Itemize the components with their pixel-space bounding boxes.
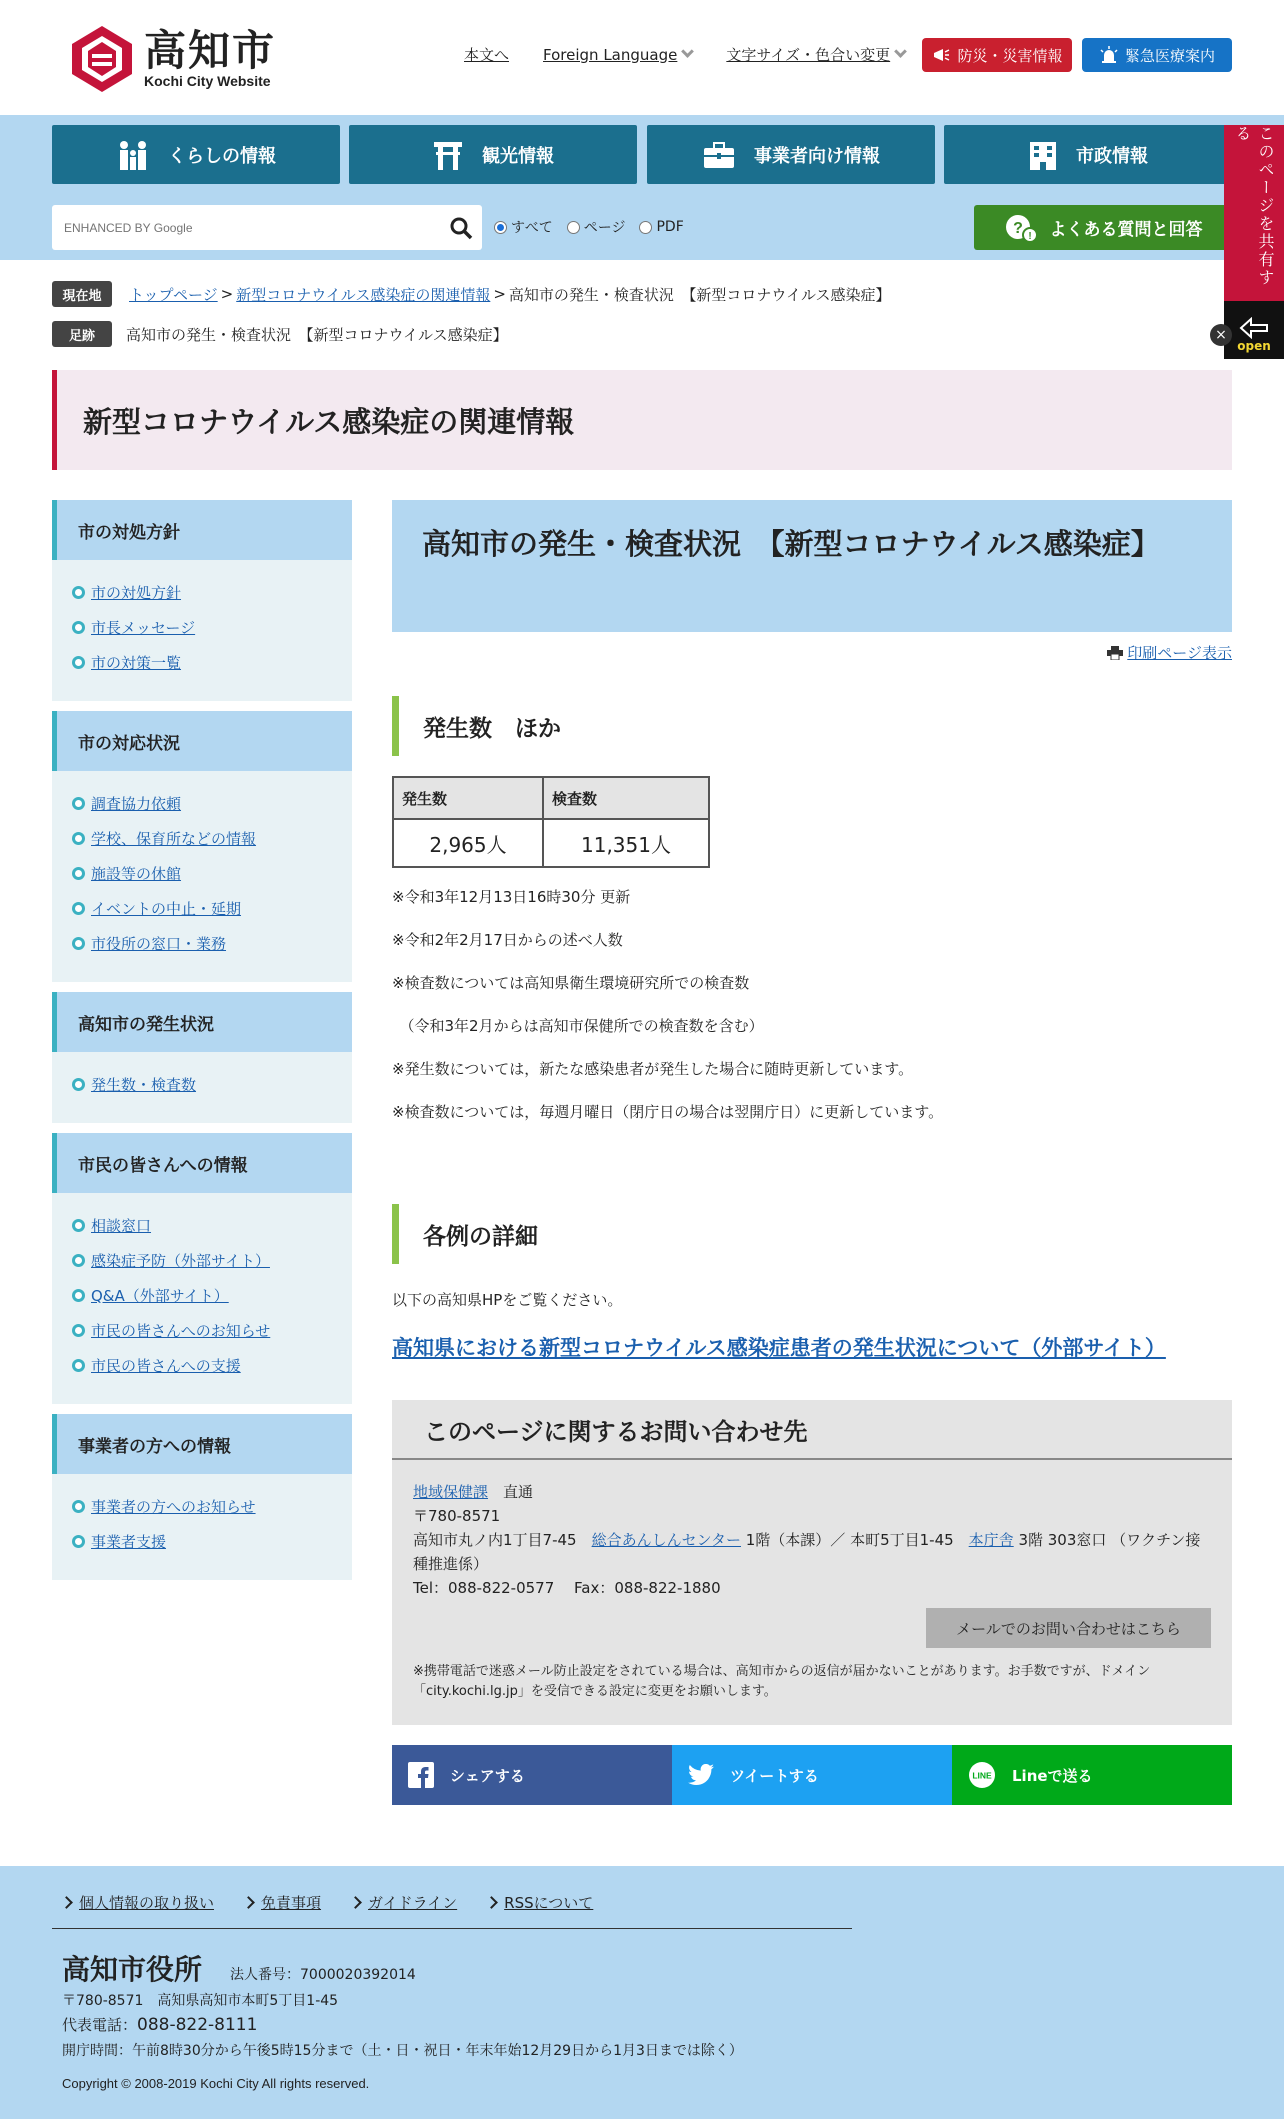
emergency-medical-button[interactable] [1082, 38, 1232, 72]
contact-address-3: 3階 303窓口 （ワクチン接種推進係） [413, 1531, 1201, 1573]
footer-link-label: RSSについて [504, 1894, 594, 1912]
breadcrumb-current: 高知市の発生・検査状況 【新型コロナウイルス感染症】 [508, 285, 891, 304]
global-nav [0, 115, 1284, 260]
sidebar-link[interactable]: 事業者の方へのお知らせ [91, 1498, 256, 1516]
line-share-label: Lineで送る [1012, 1766, 1093, 1785]
footprint-label: 足跡 [52, 321, 112, 347]
sidebar-link[interactable]: 市民の皆さんへのお知らせ [91, 1322, 271, 1340]
sidebar-section-title: 事業者の方への情報 [52, 1414, 352, 1474]
radio-all-label: すべて [511, 220, 553, 236]
logo-subtitle: Kochi City Website [144, 73, 271, 89]
twitter-icon [688, 1764, 714, 1786]
footer-link-disclaimer[interactable] [244, 1892, 321, 1913]
footer-link-label: ガイドライン [368, 1894, 458, 1912]
bullet-icon [72, 1359, 85, 1372]
radio-dot [567, 221, 580, 234]
nav-business-label: 事業者向け情報 [754, 145, 880, 167]
sidebar-item[interactable] [72, 1531, 352, 1552]
sidebar-section-title: 市民の皆さんへの情報 [52, 1133, 352, 1193]
footer-corp-number: 法人番号：7000020392014 [230, 1967, 416, 1983]
bullet-icon [72, 1078, 85, 1091]
bullet-icon [72, 867, 85, 880]
breadcrumb-label: 現在地 [52, 281, 112, 307]
chevron-right-icon [242, 1896, 255, 1909]
open-label: open [1237, 339, 1271, 353]
bullet-icon [72, 1254, 85, 1267]
print-view-link[interactable] [1107, 642, 1232, 663]
close-icon[interactable]: × [1210, 324, 1232, 346]
sidebar-item[interactable] [72, 1320, 352, 1341]
site-logo[interactable] [70, 24, 276, 94]
footer-hours: 開庁時間：午前8時30分から午後5時15分まで（土・日・祝日・年末年始12月29日から1月3日までは除く） [62, 2043, 743, 2059]
search-input[interactable] [52, 205, 432, 250]
bullet-icon [72, 621, 85, 634]
family-icon [116, 140, 150, 170]
site-footer [0, 1866, 1284, 2119]
disaster-info-button[interactable] [922, 38, 1072, 72]
sidebar-item[interactable] [72, 793, 352, 814]
logo-title: 高知市 [144, 26, 277, 75]
sidebar-link[interactable]: 施設等の休館 [91, 865, 182, 883]
facebook-icon [408, 1762, 434, 1788]
chevron-down-icon [894, 45, 907, 58]
share-tab-label: このページを共有する [1233, 125, 1275, 287]
bullet-icon [72, 937, 85, 950]
sidebar-link[interactable]: 発生数・検査数 [91, 1076, 197, 1094]
arrow-left-icon [1239, 317, 1269, 339]
heading-counts [392, 696, 1232, 756]
sidebar-section [52, 711, 352, 982]
faq-label: よくある質問と回答 [1049, 220, 1203, 240]
breadcrumb-top-link[interactable]: トップページ [129, 285, 218, 304]
radio-all[interactable] [494, 217, 553, 237]
footer-link-label: 免責事項 [261, 1894, 322, 1912]
bullet-icon [72, 797, 85, 810]
sidebar-link[interactable]: 調査協力依頼 [91, 795, 182, 813]
sidebar-link[interactable]: イベントの中止・延期 [91, 900, 242, 918]
sidebar-section-title: 市の対処方針 [52, 500, 352, 560]
search-icon[interactable] [448, 215, 474, 241]
dept-link[interactable]: 地域保健課 [413, 1483, 489, 1501]
footprint-trail [52, 321, 508, 347]
facebook-share-button[interactable] [392, 1745, 672, 1805]
search-scope [494, 217, 698, 237]
share-open-button[interactable] [1224, 301, 1284, 359]
bullet-icon [72, 1219, 85, 1232]
sidebar-item[interactable] [72, 1496, 352, 1517]
test-update-note: ※検査数については，毎週月曜日（閉庁日の場合は翌開庁日）に更新しています。 [392, 1103, 944, 1121]
radio-dot [494, 221, 507, 234]
share-page-tab[interactable] [1224, 125, 1284, 301]
footer-tel-label: 代表電話： [62, 2016, 138, 2034]
chevron-right-icon [60, 1896, 73, 1909]
sidebar-link[interactable]: 事業者支援 [91, 1533, 167, 1551]
sidebar-item[interactable] [72, 1355, 352, 1376]
heading-counts-text: 発生数 ほか [423, 715, 561, 742]
footer-org-name: 高知市役所 [62, 1953, 203, 1986]
sidebar-section [52, 500, 352, 701]
footer-tel-number: 088-822-8111 [137, 2015, 258, 2035]
sidebar-item[interactable] [72, 617, 352, 638]
sidebar-section [52, 1133, 352, 1404]
skip-to-content-link[interactable] [464, 44, 509, 65]
svg-text:?: ? [1012, 219, 1023, 237]
table-header-tests: 検査数 [543, 777, 709, 819]
text-size-label: 文字サイズ・色合い変更 [726, 46, 891, 64]
case-update-note: ※発生数については，新たな感染患者が発生した場合に随時更新しています。 [392, 1060, 914, 1078]
sidebar-link[interactable]: 感染症予防（外部サイト） [91, 1252, 270, 1270]
megaphone-icon [931, 45, 951, 65]
sidebar-section [52, 1414, 352, 1580]
sidebar-item[interactable] [72, 1215, 352, 1236]
nav-living-label: くらしの情報 [168, 145, 276, 167]
bullet-icon [72, 1500, 85, 1513]
footer-link-rss[interactable] [487, 1892, 593, 1913]
contact-title [392, 1400, 1232, 1460]
disaster-info-label: 防災・災害情報 [957, 46, 1063, 65]
table-cell-cases: 2,965人 [393, 819, 543, 867]
sidebar-section-title: 高知市の発生状況 [52, 992, 352, 1052]
twitter-share-label: ツイートする [730, 1766, 819, 1785]
nav-tourism-info[interactable] [349, 125, 637, 184]
footer-links [62, 1892, 623, 1913]
sidebar-item[interactable] [72, 828, 352, 849]
bullet-icon [72, 656, 85, 669]
radio-page-label: ページ [583, 220, 626, 236]
cumulative-note: ※令和2年2月17日からの述べ人数 [392, 931, 623, 949]
case-count-table [392, 776, 710, 868]
footer-tel [62, 2014, 257, 2035]
sidebar-section-title: 市の対応状況 [52, 711, 352, 771]
contact-box [392, 1400, 1232, 1725]
sidebar-item[interactable] [72, 582, 352, 603]
sidebar-item[interactable] [72, 652, 352, 673]
update-note: ※令和3年12月13日16時30分 更新 [392, 888, 631, 906]
city-emblem-icon [70, 24, 134, 94]
mail-inquiry-button[interactable] [926, 1608, 1211, 1648]
radio-pdf-label: PDF [656, 219, 684, 235]
faq-button[interactable] [974, 205, 1232, 250]
contact-body [392, 1460, 1232, 1620]
siren-icon [1099, 45, 1119, 65]
nav-living-info[interactable] [52, 125, 340, 184]
svg-text:!: ! [1027, 230, 1032, 242]
page-title-text: 高知市の発生・検査状況 【新型コロナウイルス感染症】 [422, 527, 1160, 561]
emergency-medical-label: 緊急医療案内 [1124, 46, 1215, 65]
nav-city-admin[interactable] [944, 125, 1232, 184]
skip-link-label: 本文へ [464, 46, 510, 64]
footer-link-privacy[interactable] [62, 1892, 214, 1913]
footer-divider [52, 1928, 852, 1929]
office-link[interactable]: 本庁舎 [968, 1531, 1014, 1549]
contact-zip: 〒780-8571 [413, 1507, 501, 1525]
foreign-language-label: Foreign Language [543, 45, 678, 64]
faq-icon [1004, 213, 1038, 243]
bullet-icon [72, 586, 85, 599]
sidebar-link[interactable]: 市民の皆さんへの支援 [91, 1357, 241, 1375]
line-icon [968, 1761, 996, 1789]
site-header [0, 0, 1284, 115]
sidebar-item[interactable] [72, 863, 352, 884]
heading-details-text: 各例の詳細 [423, 1223, 538, 1250]
bullet-icon [72, 902, 85, 915]
footer-address: 〒780-8571 高知県高知市本町5丁目1-45 [62, 1993, 339, 2009]
sidebar [52, 500, 352, 1590]
facebook-share-label: シェアする [450, 1766, 525, 1785]
table-header-cases: 発生数 [393, 777, 543, 819]
site-search [52, 205, 482, 250]
center-link[interactable]: 総合あんしんセンター [591, 1531, 741, 1549]
radio-page[interactable] [567, 217, 626, 237]
heading-details [392, 1204, 1232, 1264]
print-view-label: 印刷ページ表示 [1127, 644, 1232, 662]
footer-org [62, 1948, 416, 1988]
mail-inquiry-label: メールでのお問い合わせはこちら [956, 1619, 1181, 1638]
test-count-note: ※検査数については高知県衛生環境研究所での検査数 [392, 974, 750, 992]
section-title-text: 新型コロナウイルス感染症の関連情報 [83, 404, 575, 439]
bullet-icon [72, 1535, 85, 1548]
section-title [52, 370, 1232, 470]
table-cell-tests: 11,351人 [543, 819, 709, 867]
chevron-down-icon [681, 45, 694, 58]
svg-text:LINE: LINE [972, 1770, 992, 1781]
line-share-button[interactable] [952, 1745, 1232, 1805]
main-content [392, 500, 1232, 1785]
sidebar-link[interactable]: 市長メッセージ [91, 619, 196, 637]
footer-link-label: 個人情報の取り扱い [79, 1894, 215, 1912]
bullet-icon [72, 1289, 85, 1302]
bullet-icon [72, 1324, 85, 1337]
nav-tourism-label: 観光情報 [482, 145, 554, 167]
footer-link-guideline[interactable] [351, 1892, 457, 1913]
bullet-icon [72, 832, 85, 845]
building-icon [1028, 140, 1058, 170]
chevron-right-icon [349, 1896, 362, 1909]
details-lead-text: 以下の高知県HPをご覧ください。 [392, 1291, 623, 1309]
footprint-item[interactable]: 高知市の発生・検査状況 【新型コロナウイルス感染症】 [126, 325, 508, 344]
contact-title-text: このページに関するお問い合わせ先 [424, 1417, 808, 1446]
sidebar-link[interactable]: Q&A（外部サイト） [91, 1287, 229, 1305]
contact-tel-fax: Tel：088-822-0577 Fax：088-822-1880 [413, 1579, 721, 1597]
share-bar [392, 1745, 1232, 1805]
contact-address-2: 1階（本課）／ 本町5丁目1-45 [741, 1531, 969, 1549]
printer-icon [1107, 646, 1123, 660]
foreign-language-link[interactable] [543, 44, 692, 65]
page-title [392, 500, 1232, 632]
nav-city-admin-label: 市政情報 [1076, 145, 1148, 167]
briefcase-icon [702, 140, 736, 170]
sidebar-section [52, 992, 352, 1123]
sidebar-link[interactable]: 市の対処方針 [91, 584, 182, 602]
sidebar-item[interactable] [72, 1074, 352, 1095]
sidebar-link[interactable]: 市役所の窓口・業務 [91, 935, 227, 953]
breadcrumb-corona-link[interactable]: 新型コロナウイルス感染症の関連情報 [236, 285, 491, 304]
radio-dot [639, 221, 652, 234]
footer-copyright: Copyright © 2008-2019 Kochi City All rights reserved. [62, 2076, 370, 2091]
breadcrumb: 現在地 トップページ > 新型コロナウイルス感染症の関連情報 > 高知市の発生・検査状況 【新型コロナウイルス感染症】 [52, 281, 891, 307]
test-count-note-sub: （令和3年2月からは高知市保健所での検査数を含む） [392, 1017, 764, 1035]
contact-note: ※携帯電話で迷惑メール防止設定をされている場合は、高知市からの返信が届かないことがあります。お手数ですが、ドメイン「city.kochi.lg.jp」を受信できる設定に変更をお願いします。 [413, 1664, 1151, 1699]
sidebar-item[interactable] [72, 933, 352, 954]
twitter-share-button[interactable] [672, 1745, 952, 1805]
utility-links [464, 44, 939, 65]
sidebar-item[interactable] [72, 1285, 352, 1306]
sidebar-link[interactable]: 市の対策一覧 [91, 654, 182, 672]
chevron-right-icon [485, 1896, 498, 1909]
gate-icon [432, 140, 464, 170]
sidebar-item[interactable] [72, 898, 352, 919]
radio-pdf[interactable] [639, 219, 683, 235]
sidebar-item[interactable] [72, 1250, 352, 1271]
text-size-link[interactable] [726, 44, 905, 65]
sidebar-link[interactable]: 相談窓口 [91, 1217, 152, 1235]
contact-address-1: 高知市丸ノ内1丁目7-45 [413, 1531, 592, 1549]
dept-suffix: 直通 [488, 1483, 534, 1501]
sidebar-link[interactable]: 学校、保育所などの情報 [91, 830, 257, 848]
nav-business-info[interactable] [647, 125, 935, 184]
prefecture-status-link[interactable]: 高知県における新型コロナウイルス感染症患者の発生状況について（外部サイト） [392, 1336, 1166, 1360]
